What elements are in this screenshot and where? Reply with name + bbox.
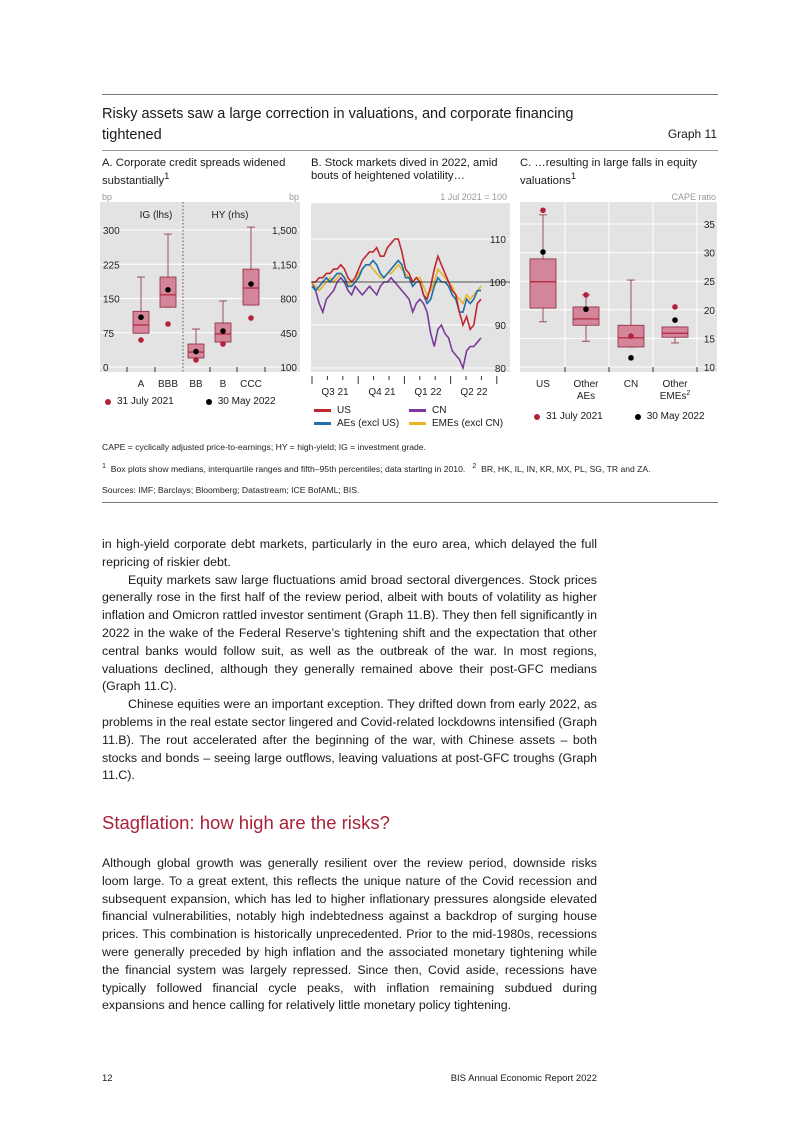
x-tick-label [536,379,550,390]
dot-jul-2021 [193,357,199,363]
x-tick-label: Q2 22 [460,387,488,398]
x-tick-label: B [219,379,227,390]
body-text-2 [102,855,597,1015]
panel-c-chart [520,202,717,402]
legend-label: 31 July 2021 [117,396,174,407]
x-tick-label [573,379,599,402]
footnote-2: BR, HK, IL, IN, KR, MX, PL, SG, TR and ZA. [481,463,651,474]
panel-a-title-text: A. Corporate credit spreads widened substantially [102,157,286,187]
emes-line-swatch [409,422,426,425]
y-tick-label: 25 [703,277,715,289]
footnote-ref: 1 [164,171,170,182]
cn-line-swatch [409,409,426,412]
black-dot-icon [206,399,212,405]
dot-jul-2021 [583,292,589,298]
x-tick-label: Q4 21 [368,387,396,398]
y-tick-label: 110 [490,235,506,246]
x-tick-label: CCC [240,379,262,390]
x-tick-label-line: Other [662,379,688,390]
x-tick-label: A [137,379,145,390]
y-tick-label: 35 [703,220,715,231]
red-dot-icon [105,399,111,405]
x-tick-label [624,379,638,390]
dot-may-2022 [628,355,634,361]
x-tick-label: Q1 22 [414,387,442,398]
black-dot-icon [635,414,641,420]
dot-may-2022 [193,349,199,355]
paragraph: Chinese equities were an important exception. They drifted down from early 2022, as problems in the real estate sector lingered and Covid-related lockdowns intensified (Graph 11.B). The rout accelerated after the beginning of the war, with Chinese assets – both stocks and bonds – seeing large outflows, leaving valuations at post-GFC troughs (Graph 11.C). [102,697,597,783]
us-line-swatch [314,409,331,412]
y-tick-label-left: 300 [103,226,120,237]
section-heading: Stagflation: how high are the risks? [102,812,390,833]
charts-svg [0,0,793,440]
dot-jul-2021 [220,341,226,347]
x-tick-label-line: US [536,379,550,390]
y-tick-label-right: 450 [280,328,297,340]
y-tick-label-left: 0 [103,363,109,374]
legend-label: US [337,405,351,416]
y-tick-label-left: 225 [103,260,120,272]
y-tick-label-right: 100 [280,363,297,374]
paragraph: Although global growth was generally resilient over the review period, downside risks loom large. To a great extent, this reflects the unique nature of the Covid recession and subsequent expansion, which has led to higher inflationary pressures alongside elevated financial vulnerabilities, notably high indebtedness against a backdrop of surging house prices. This combination is historically unprecedented. Prior to the mid-1980s, recessions were generally preceded by high inflation and the associated monetary tightening while the financial system was largely repressed. Since then, Covid aside, recessions have typically followed financial cycle peaks, with inflation remaining subdued during expansions and hence calling for relatively little monetary policy tightening. [102,856,597,1013]
dot-may-2022 [165,287,171,293]
y-tick-label-left: 150 [103,294,120,306]
x-tick-label-line: AEs [576,391,596,402]
y-tick-label: 90 [494,321,506,332]
y-tick-label: 80 [494,364,506,375]
dot-jul-2021 [672,304,678,310]
dot-may-2022 [672,317,678,323]
y-tick-label: 10 [703,363,715,374]
footnote-ref: 1 [570,171,577,182]
legend-label: 30 May 2022 [217,396,276,407]
footnotes: $^1$ Box plots show medians, interquartile ranges and fifth–95th percentiles; data starting in 2010. $^2$ BR, HK, IL, IN, KR, MX, PL, SG, TR and ZA. [102,462,651,474]
dot-may-2022 [540,249,546,255]
legend-label: EMEs (excl CN) [432,418,504,429]
footnote-ref: 2 [686,390,691,397]
panel-a-chart [100,202,300,390]
paragraph: in high-yield corporate debt markets, particularly in the euro area, which delayed the full repricing of riskier debt. [102,537,597,569]
ig-label: IG (lhs) [139,210,173,221]
iqr-box [243,269,259,305]
panel-b-unit: 1 Jul 2021 = 100 [440,192,507,202]
panel-a-left-unit: bp [102,192,113,202]
bottom-rule [102,502,718,503]
panel-a-right-unit: bp [288,192,299,202]
legend-label: AEs (excl US) [337,418,400,429]
dot-may-2022 [248,281,254,287]
report-name: BIS Annual Economic Report 2022 [450,1073,597,1084]
dot-may-2022 [583,306,589,312]
legend-label: 31 July 2021 [546,411,603,422]
dot-jul-2021 [138,337,144,343]
x-tick-label: Q3 21 [321,387,349,398]
page-number: 12 [102,1073,113,1084]
panel-a-legend [105,396,276,407]
y-tick-label: 20 [703,305,715,317]
panel-c-title-text: C. …resulting in large falls in equity valuations [520,157,698,187]
y-tick-label: 100 [489,278,506,289]
x-tick-label: BB [189,379,203,390]
paragraph: Equity markets saw large fluctuations amid broad sectoral divergences. Stock prices generally rose in the first half of the review period, albeit with bouts of volatility as higher inflation and Omicron rattled investor sentiment (Graph 11.B). They then fell significantly in 2022 in the wake of the Federal Reserve’s tightening shift and the expectation that other central banks would follow suit, as well as the outbreak of the war. In most regions, valuations declined, although they generally remained above their post-GFC medians (Graph 11.C). [102,572,597,694]
graph-title: Risky assets saw a large correction in valuations, and corporate financing tightened [102,106,574,143]
x-tick-label: BBB [157,379,179,390]
sources-note: Sources: IMF; Barclays; Bloomberg; Datastream; ICE BofAML; BIS. [102,485,360,495]
x-tick-label [660,379,691,402]
y-tick-label: 15 [703,334,715,346]
body-text-1 [102,536,597,785]
dot-jul-2021 [540,207,546,213]
panel-b-legend [314,405,514,429]
x-tick-label-line: CN [623,379,639,390]
dot-may-2022 [138,314,144,320]
dot-may-2022 [220,328,226,334]
y-tick-label-left: 75 [103,328,115,340]
iqr-box [662,327,688,337]
legend-label: 30 May 2022 [646,411,705,422]
y-tick-label-right: 1,500 [271,226,297,237]
red-dot-icon [534,414,540,420]
dot-jul-2021 [628,333,634,339]
hy-label: HY (rhs) [211,210,249,221]
legend-label: CN [432,405,447,416]
panel-c-legend [534,411,705,422]
x-tick-label-line: Other [573,379,599,390]
dot-jul-2021 [248,315,254,321]
panel-b-title: B. Stock markets dived in 2022, amid bouts of heightened volatility… [311,157,498,182]
panel-c-unit: CAPE ratio [671,192,716,202]
footnote-1: Box plots show medians, interquartile ranges and fifth–95th percentiles; data starting in 2010. [110,463,466,474]
panel-b-chart [311,203,510,398]
y-tick-label-right: 1,150 [271,260,297,272]
y-tick-label: 30 [703,248,715,260]
abbrev-note: CAPE = cyclically adjusted price-to-earnings; HY = high-yield; IG = investment grade. [102,442,426,452]
y-tick-label-right: 800 [280,294,297,306]
x-tick-label-line: EMEs [659,391,687,402]
graph-number: Graph 11 [667,127,717,141]
aes-line-swatch [314,422,331,425]
iqr-box [530,259,556,308]
dot-jul-2021 [165,321,171,327]
